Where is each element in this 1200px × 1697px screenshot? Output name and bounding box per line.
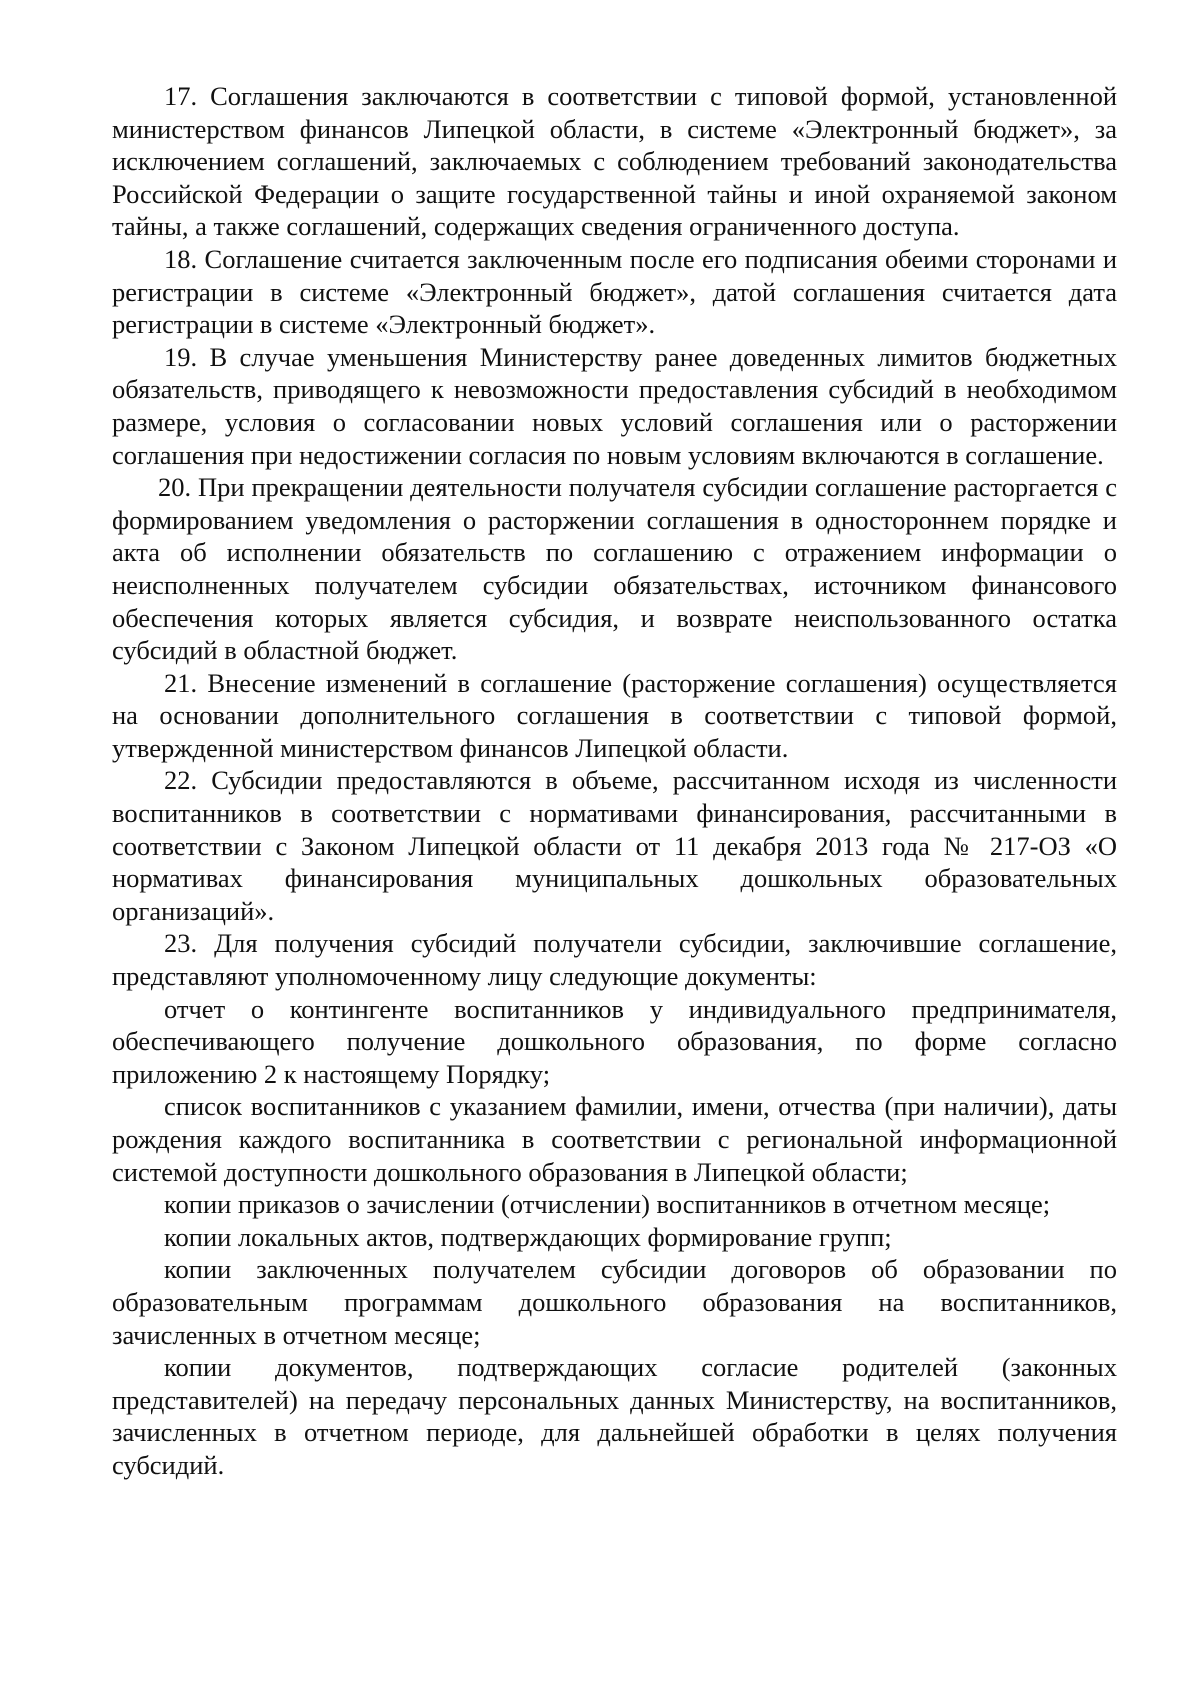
- list-item-pupil-list: список воспитанников с указанием фамилии, имени, отчества (при наличии), даты рождения каждого воспитанника в соответствии с региональной информационной системой доступности дошкольного образования в Липецкой области;: [112, 1091, 1117, 1187]
- paragraph-17: 17. Соглашения заключаются в соответствии с типовой формой, установленной министерством финансов Липецкой области, в системе «Электронный бюджет», за исключением соглашений, заключаемых с соблюдением требований законодательства Российской Федерации о защите государственной тайны и иной охраняемой законом тайны, а также соглашений, содержащих сведения ограниченного доступа.: [112, 81, 1117, 242]
- paragraph-20: 20. При прекращении деятельности получателя субсидии соглашение расторгается с формированием уведомления о расторжении соглашения в одностороннем порядке и акта об исполнении обязательств по соглашению с отражением информации о неисполненных получателем субсидии обязательствах, источником финансового обеспечения которых является субсидия, и возврате неиспользованного остатка субсидий в областной бюджет.: [112, 472, 1117, 666]
- paragraph-23: 23. Для получения субсидий получатели субсидии, заключившие соглашение, представляют уполномоченному лицу следующие документы:: [112, 928, 1117, 992]
- document-page: [112, 80, 1117, 1482]
- paragraph-18: 18. Соглашение считается заключенным после его подписания обеими сторонами и регистрации в системе «Электронный бюджет», датой соглашения считается дата регистрации в системе «Электронный бюджет».: [112, 243, 1117, 340]
- list-item-enrollment-orders: копии приказов о зачислении (отчислении) воспитанников в отчетном месяце;: [164, 1189, 1051, 1220]
- paragraph-19: 19. В случае уменьшения Министерству ранее доведенных лимитов бюджетных обязательств, приводящего к невозможности предоставления субсидий в необходимом размере, условия о согласовании новых условий соглашения или о расторжении соглашения при недостижении согласия по новым условиям включаются в соглашение.: [112, 341, 1117, 470]
- list-item-contingent-report: отчет о контингенте воспитанников у индивидуального предпринимателя, обеспечивающего получение дошкольного образования, по форме согласно приложению 2 к настоящему Порядку;: [112, 993, 1117, 1089]
- list-item-local-acts: копии локальных актов, подтверждающих формирование групп;: [164, 1221, 892, 1252]
- paragraph-21: 21. Внесение изменений в соглашение (расторжение соглашения) осуществляется на основании дополнительного соглашения в соответствии с типовой формой, утвержденной министерством финансов Липецкой области.: [112, 667, 1117, 763]
- list-item-education-contracts: копии заключенных получателем субсидии договоров об образовании по образовательным программам дошкольного образования на воспитанников, зачисленных в отчетном месяце;: [112, 1254, 1117, 1350]
- paragraph-22: 22. Субсидии предоставляются в объеме, рассчитанном исходя из численности воспитанников в соответствии с нормативами финансирования, рассчитанными в соответствии с Законом Липецкой области от 11 декабря 2013 года № 217-ОЗ «О нормативах финансирования муниципальных дошкольных образовательных организаций».: [112, 765, 1117, 926]
- list-item-parental-consent: копии документов, подтверждающих согласие родителей (законных представителей) на передачу персональных данных Министерству, на воспитанников, зачисленных в отчетном периоде, для дальнейшей обработки в целях получения субсидий.: [112, 1352, 1117, 1480]
